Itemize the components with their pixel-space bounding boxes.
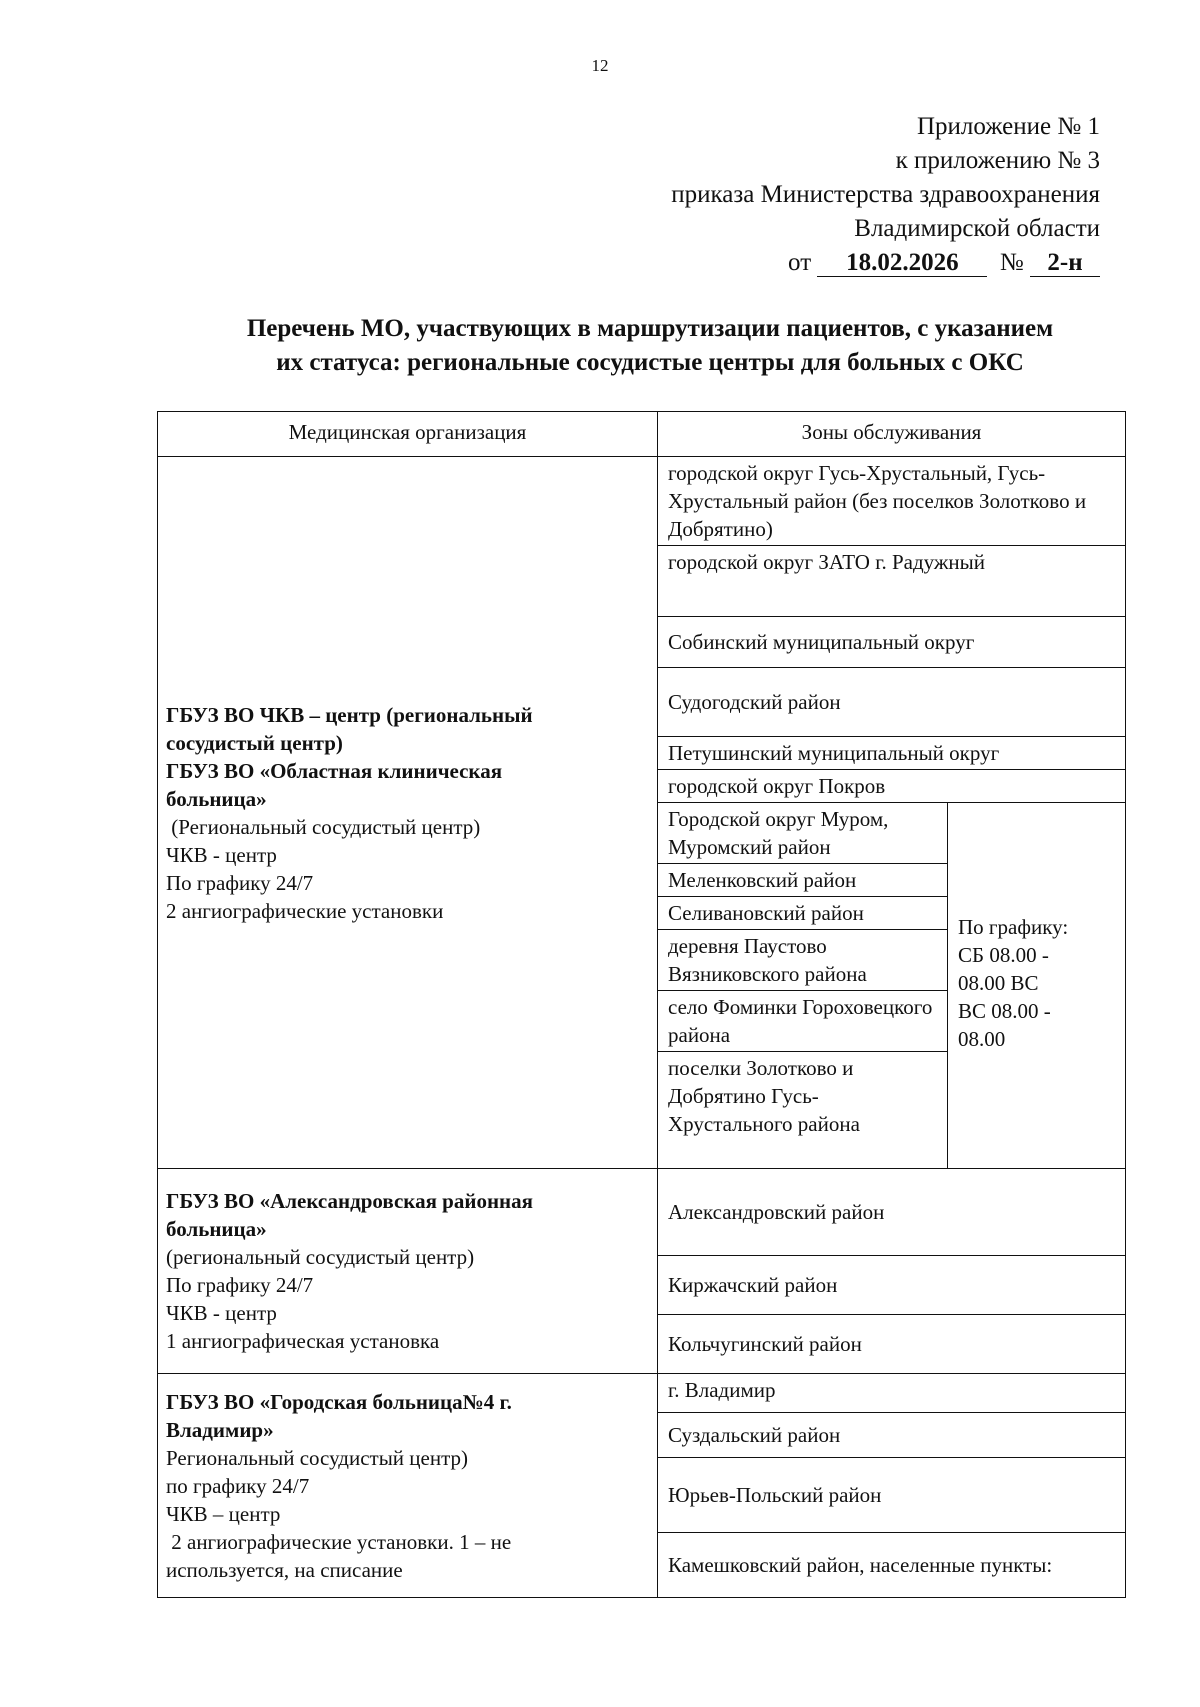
title-line-1: Перечень МО, участвующих в маршрутизации пациентов, с указанием [246,315,1054,342]
schedule-cell [948,803,1126,1169]
org-name-line: Владимир» [166,1417,274,1442]
routing-table [157,411,1126,1598]
org-detail-line: 2 ангиографические установки [166,898,444,923]
zone-cell: поселки Золотково и Добрятино Гусь-Хрустального района [658,1052,948,1169]
zone-cell: Собинский муниципальный округ [658,617,1126,668]
zone-cell: деревня Паустово Вязниковского района [658,930,948,991]
org-name-line: ГБУЗ ВО «Городская больница№4 г. [166,1389,512,1414]
org-name-line: сосудистый центр) [166,730,343,755]
header-service-zones: Зоны обслуживания [658,412,1126,457]
date-prefix: от [788,249,812,276]
zone-cell: городской округ Гусь-Хрустальный, Гусь-Хрустальный район (без поселков Золотково и Добрятино) [658,457,1126,546]
document-title [150,312,1150,380]
zone-cell: Александровский район [658,1169,1126,1256]
table-row [158,1374,1126,1413]
schedule-line: 08.00 ВС [958,971,1039,995]
org-detail-line: используется, на списание [166,1557,403,1582]
zone-cell: г. Владимир [658,1374,1126,1413]
appendix-line-2: к приложению № 3 [895,147,1100,174]
org-detail-line: По графику 24/7 [166,1273,314,1297]
org-detail-line: ЧКВ – центр [166,1501,281,1526]
zone-cell: Петушинский муниципальный округ [658,737,1126,770]
org-name-line: ГБУЗ ВО «Александровская районная [166,1189,534,1213]
table-row [158,1169,1126,1256]
org-detail-line: ЧКВ - центр [166,1301,277,1325]
zone-cell: Судогодский район [658,668,1126,737]
appendix-line-3: приказа Министерства здравоохранения [671,181,1100,208]
zone-cell: Суздальский район [658,1413,1126,1458]
number-prefix: № [999,249,1024,276]
page-number: 12 [591,56,609,75]
table-header-row [158,412,1126,457]
org-name-line: ГБУЗ ВО «Областная клиническая [166,758,503,783]
org-detail-line: (региональный сосудистый центр) [166,1245,475,1269]
schedule-line: 08.00 [958,1027,1006,1051]
org-detail-line: по графику 24/7 [166,1473,310,1498]
schedule-line: По графику: [958,915,1069,939]
org-detail-line: 2 ангиографические установки. 1 – не [166,1529,512,1554]
schedule-line: ВС 08.00 - [958,999,1051,1023]
org-detail-line: ЧКВ - центр [166,842,277,867]
zone-cell: Киржачский район [658,1256,1126,1315]
appendix-block [671,110,1100,280]
zone-cell: Юрьев-Польский район [658,1458,1126,1533]
zone-cell: городской округ Покров [658,770,1126,803]
zone-cell: Меленковский район [658,864,948,897]
org-cell-1 [158,457,658,1169]
org-cell-2 [158,1169,658,1374]
appendix-line-4: Владимирской области [854,215,1100,242]
org-detail-line: Региональный сосудистый центр) [166,1445,469,1470]
appendix-line-1: Приложение № 1 [916,113,1100,140]
title-line-2: их статуса: региональные сосудистые центры для больных с ОКС [276,349,1024,376]
zone-cell: Городской округ Муром, Муромский район [658,803,948,864]
org-name-line: больница» [166,1217,267,1241]
org-detail-line: (Региональный сосудистый центр) [166,814,481,839]
org-detail-line: По графику 24/7 [166,870,314,895]
zone-cell: село Фоминки Гороховецкого района [658,991,948,1052]
order-number: 2-н [1030,250,1100,277]
org-detail-line: 1 ангиографическая установка [166,1329,440,1353]
order-date-line [671,246,1100,280]
order-date: 18.02.2026 [817,250,987,277]
zone-cell: городской округ ЗАТО г. Радужный [658,546,1126,617]
zone-cell: Селивановский район [658,897,948,930]
org-name-line: больница» [166,786,267,811]
org-cell-3 [158,1374,658,1598]
zone-cell: Кольчугинский район [658,1315,1126,1374]
zone-cell: Камешковский район, населенные пункты: [658,1533,1126,1598]
schedule-line: СБ 08.00 - [958,943,1049,967]
header-organization: Медицинская организация [158,412,658,457]
org-name-line: ГБУЗ ВО ЧКВ – центр (региональный [166,702,533,727]
table-row [158,457,1126,546]
